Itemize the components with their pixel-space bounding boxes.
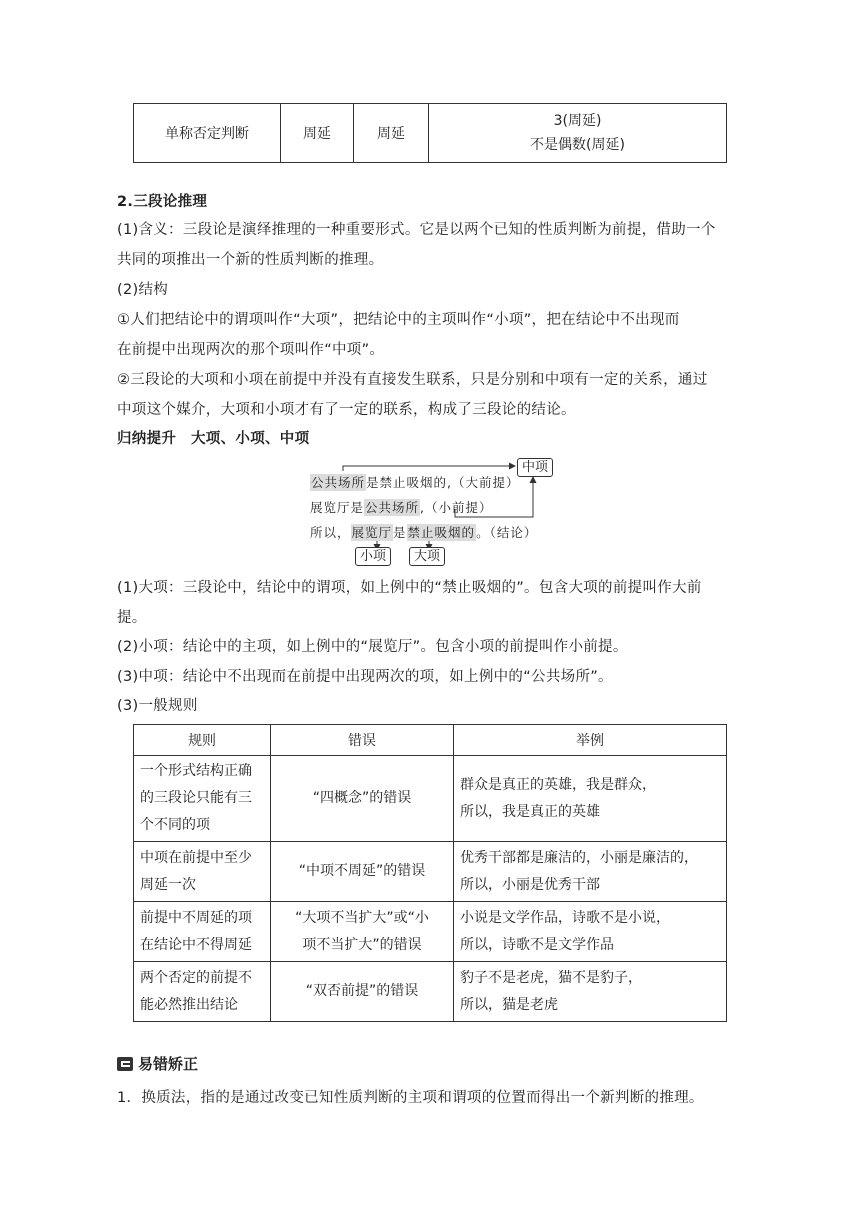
example-line: 所以，诗歌不是文学作品 xyxy=(460,936,614,953)
rule-line: 在结论中不得周延 xyxy=(140,936,252,953)
predicate-distribution-cell: 周延 xyxy=(354,104,429,163)
error-line: 项不当扩大”的错误 xyxy=(302,936,422,953)
section-title: 2.三段论推理 xyxy=(117,194,208,210)
error-line: “双否前提”的错误 xyxy=(305,983,419,999)
example-cell xyxy=(454,756,727,842)
minor-premise xyxy=(310,498,493,516)
column-header: 规则 xyxy=(134,725,271,756)
rule-line: 中项在前提中至少 xyxy=(140,849,252,866)
rule-cell xyxy=(134,962,271,1022)
example-line: 豹子不是老虎，猫不是豹子， xyxy=(460,969,642,986)
example-line: 所以，我是真正的英雄 xyxy=(460,803,600,820)
rule-cell xyxy=(134,842,271,902)
explain-minor-term: (2)小项：结论中的主项，如上例中的“展览厅”。包含小项的前提叫作小前提。 xyxy=(117,639,628,655)
syllogism-diagram xyxy=(305,455,555,567)
table-row xyxy=(134,842,727,902)
example-cell xyxy=(454,902,727,962)
explain-middle-term: (3)中项：结论中不出现而在前提中出现两次的项，如上例中的“公共场所”。 xyxy=(117,669,613,685)
minor-term-highlight: 展览厅 xyxy=(351,525,393,540)
major-premise xyxy=(310,473,520,491)
conclusion-text: 。（结论） xyxy=(476,525,538,540)
middle-term-highlight: 公共场所 xyxy=(365,500,420,515)
rule-line: 的三段论只能有三 xyxy=(140,790,252,806)
judgment-type-cell: 单称否定判断 xyxy=(134,104,281,163)
structure-title: (2)结构 xyxy=(117,282,169,298)
example-line: 小说是文学作品，诗歌不是小说， xyxy=(460,909,670,926)
rule-line: 前提中不周延的项 xyxy=(140,909,252,926)
rule-line: 个不同的项 xyxy=(140,817,210,833)
example-line: 群众是真正的英雄，我是群众， xyxy=(460,776,656,793)
conclusion-text: 所以， xyxy=(310,525,351,540)
explain-major-term-cont: 提。 xyxy=(117,610,147,626)
major-term-box: 大项 xyxy=(409,547,445,566)
table-header-row xyxy=(134,725,727,756)
rule-cell xyxy=(134,756,271,842)
structure-point-1: ①人们把结论中的谓项叫作“大项”，把结论中的主项叫作“小项”，把在结论中不出现而 xyxy=(117,312,680,328)
error-cell xyxy=(271,756,454,842)
example-cell xyxy=(429,104,727,163)
definition-line: (1)含义：三段论是演绎推理的一种重要形式。它是以两个已知的性质判断为前提，借助一个 xyxy=(117,222,716,238)
rule-line: 一个形式结构正确 xyxy=(140,763,252,779)
major-term-highlight: 禁止吸烟的 xyxy=(407,525,476,540)
table-row xyxy=(134,756,727,842)
example-line: 3(周延) xyxy=(553,113,602,129)
example-cell xyxy=(454,962,727,1022)
conclusion-text: 是 xyxy=(393,525,407,540)
conclusion xyxy=(310,523,537,541)
structure-point-1-cont: 在前提中出现两次的那个项叫作“中项”。 xyxy=(117,342,385,358)
error-cell xyxy=(271,902,454,962)
column-header: 举例 xyxy=(454,725,727,756)
explain-major-term: (1)大项：三段论中，结论中的谓项，如上例中的“禁止吸烟的”。包含大项的前提叫作大前 xyxy=(117,580,702,596)
table-row xyxy=(134,104,727,163)
structure-point-2-cont: 中项这个媒介，大项和小项才有了一定的联系，构成了三段论的结论。 xyxy=(117,402,576,418)
subject-distribution-cell: 周延 xyxy=(281,104,354,163)
middle-term-box: 中项 xyxy=(517,458,553,477)
premise-text: 展览厅是 xyxy=(310,500,365,515)
example-line: 优秀干部都是廉洁的，小丽是廉洁的， xyxy=(460,849,698,866)
minor-term-box: 小项 xyxy=(355,547,391,566)
middle-term-highlight: 公共场所 xyxy=(311,475,366,490)
section-heading-text: 易错矫正 xyxy=(138,1055,199,1073)
example-cell xyxy=(454,842,727,902)
rules-title: (3)一般规则 xyxy=(117,698,198,714)
arrow-line xyxy=(343,466,515,471)
error-cell xyxy=(271,842,454,902)
structure-point-2: ②三段论的大项和小项在前提中并没有直接发生联系，只是分别和中项有一定的关系，通过 xyxy=(117,372,708,388)
definition-line: 共同的项推出一个新的性质判断的推理。 xyxy=(117,252,384,268)
column-header: 错误 xyxy=(271,725,454,756)
example-line: 所以，猫是老虎 xyxy=(460,996,558,1013)
error-cell xyxy=(271,962,454,1022)
error-line: “大项不当扩大”或“小 xyxy=(295,909,429,926)
premise-text: ,（小前提） xyxy=(420,500,493,515)
premise-text: 是禁止吸烟的,（大前提） xyxy=(366,475,520,490)
example-line: 不是偶数(周延) xyxy=(530,137,625,153)
example-line: 所以，小丽是优秀干部 xyxy=(460,876,600,893)
rule-line: 周延一次 xyxy=(140,876,196,893)
error-line: “中项不周延”的错误 xyxy=(298,863,426,879)
table-row xyxy=(134,902,727,962)
rule-cell xyxy=(134,902,271,962)
rule-line: 能必然推出结论 xyxy=(140,996,238,1013)
judgment-table xyxy=(133,103,727,163)
error-line: “四概念”的错误 xyxy=(312,790,412,806)
summary-title: 归纳提升 大项、小项、中项 xyxy=(117,431,310,447)
rules-table xyxy=(133,724,727,1022)
table-row xyxy=(134,962,727,1022)
error-correction-heading xyxy=(117,1053,198,1074)
rule-line: 两个否定的前提不 xyxy=(140,969,252,986)
section-marker-icon xyxy=(117,1057,133,1071)
correction-item: 1．换质法，指的是通过改变已知性质判断的主项和谓项的位置而得出一个新判断的推理。 xyxy=(117,1090,704,1106)
